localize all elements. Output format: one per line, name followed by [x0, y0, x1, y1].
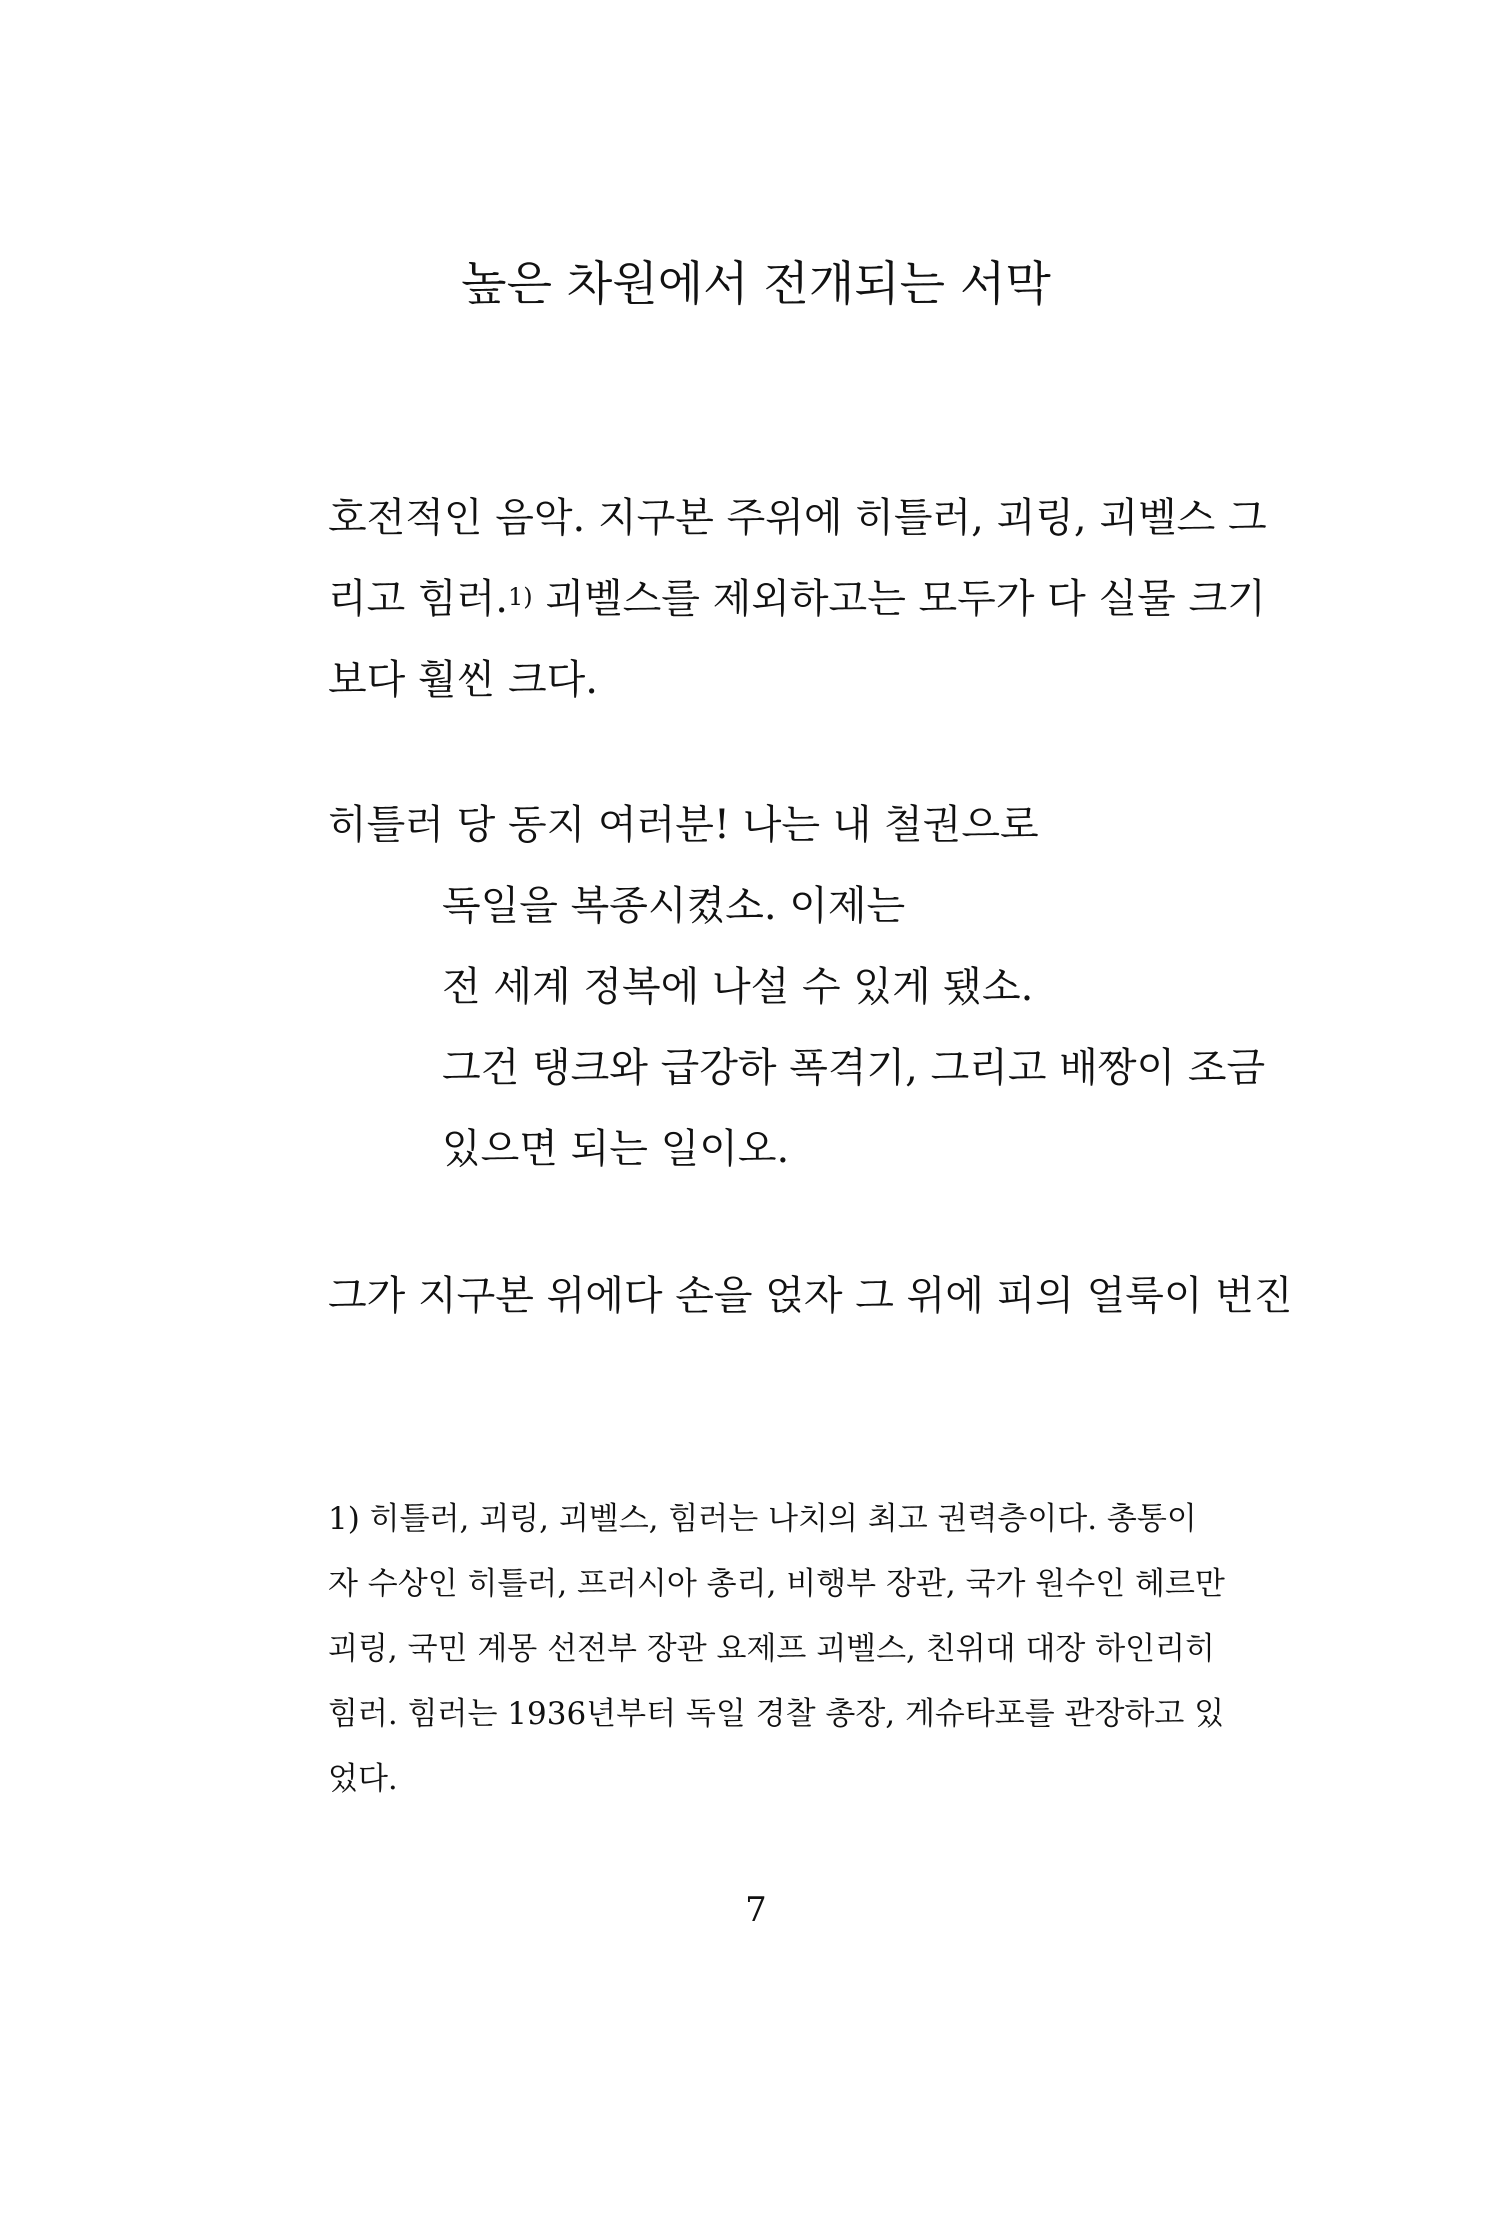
page-number: 7 — [745, 1890, 767, 1930]
footnote-line: 자 수상인 히틀러, 프러시아 총리, 비행부 장관, 국가 원수인 헤르만 — [328, 1566, 1225, 1602]
footnote-line: 힘러. 힘러는 1936년부터 독일 경찰 총장, 게슈타포를 관장하고 있 — [328, 1696, 1225, 1732]
dialogue-line: 그건 탱크와 급강하 폭격기, 그리고 배짱이 조금 — [442, 1045, 1266, 1091]
stage-direction-line: 호전적인 음악. 지구본 주위에 히틀러, 괴링, 괴벨스 그 — [328, 495, 1267, 541]
footnote-line: 괴링, 국민 계몽 선전부 장관 요제프 괴벨스, 친위대 대장 하인리히 — [328, 1631, 1215, 1667]
stage-direction-line: 보다 훨씬 크다. — [328, 657, 598, 703]
dialogue-line: 있으면 되는 일이오. — [442, 1126, 790, 1172]
dialogue-text: 당 동지 여러분! 나는 내 철권으로 — [443, 802, 1039, 848]
dialogue-line: 전 세계 정복에 나설 수 있게 됐소. — [442, 964, 1034, 1010]
footnote-line: 1) 히틀러, 괴링, 괴벨스, 힘러는 나치의 최고 권력층이다. 총통이 — [328, 1501, 1197, 1537]
stage-direction-line: 그가 지구본 위에다 손을 얹자 그 위에 피의 얼룩이 번진 — [328, 1273, 1293, 1319]
footnote-line: 었다. — [328, 1761, 398, 1797]
dialogue-line: 독일을 복종시켰소. 이제는 — [442, 883, 906, 929]
dialogue-first-line — [328, 795, 1039, 855]
stage-direction-line — [328, 569, 1266, 629]
footnote-reference: 1) — [508, 583, 533, 611]
speaker-name: 히틀러 — [328, 802, 444, 848]
page-title: 높은 차원에서 전개되는 서막 — [461, 257, 1051, 312]
stage-direction-text: 리고 힘러. — [328, 576, 508, 622]
stage-direction-text: 괴벨스를 제외하고는 모두가 다 실물 크기 — [532, 576, 1266, 622]
